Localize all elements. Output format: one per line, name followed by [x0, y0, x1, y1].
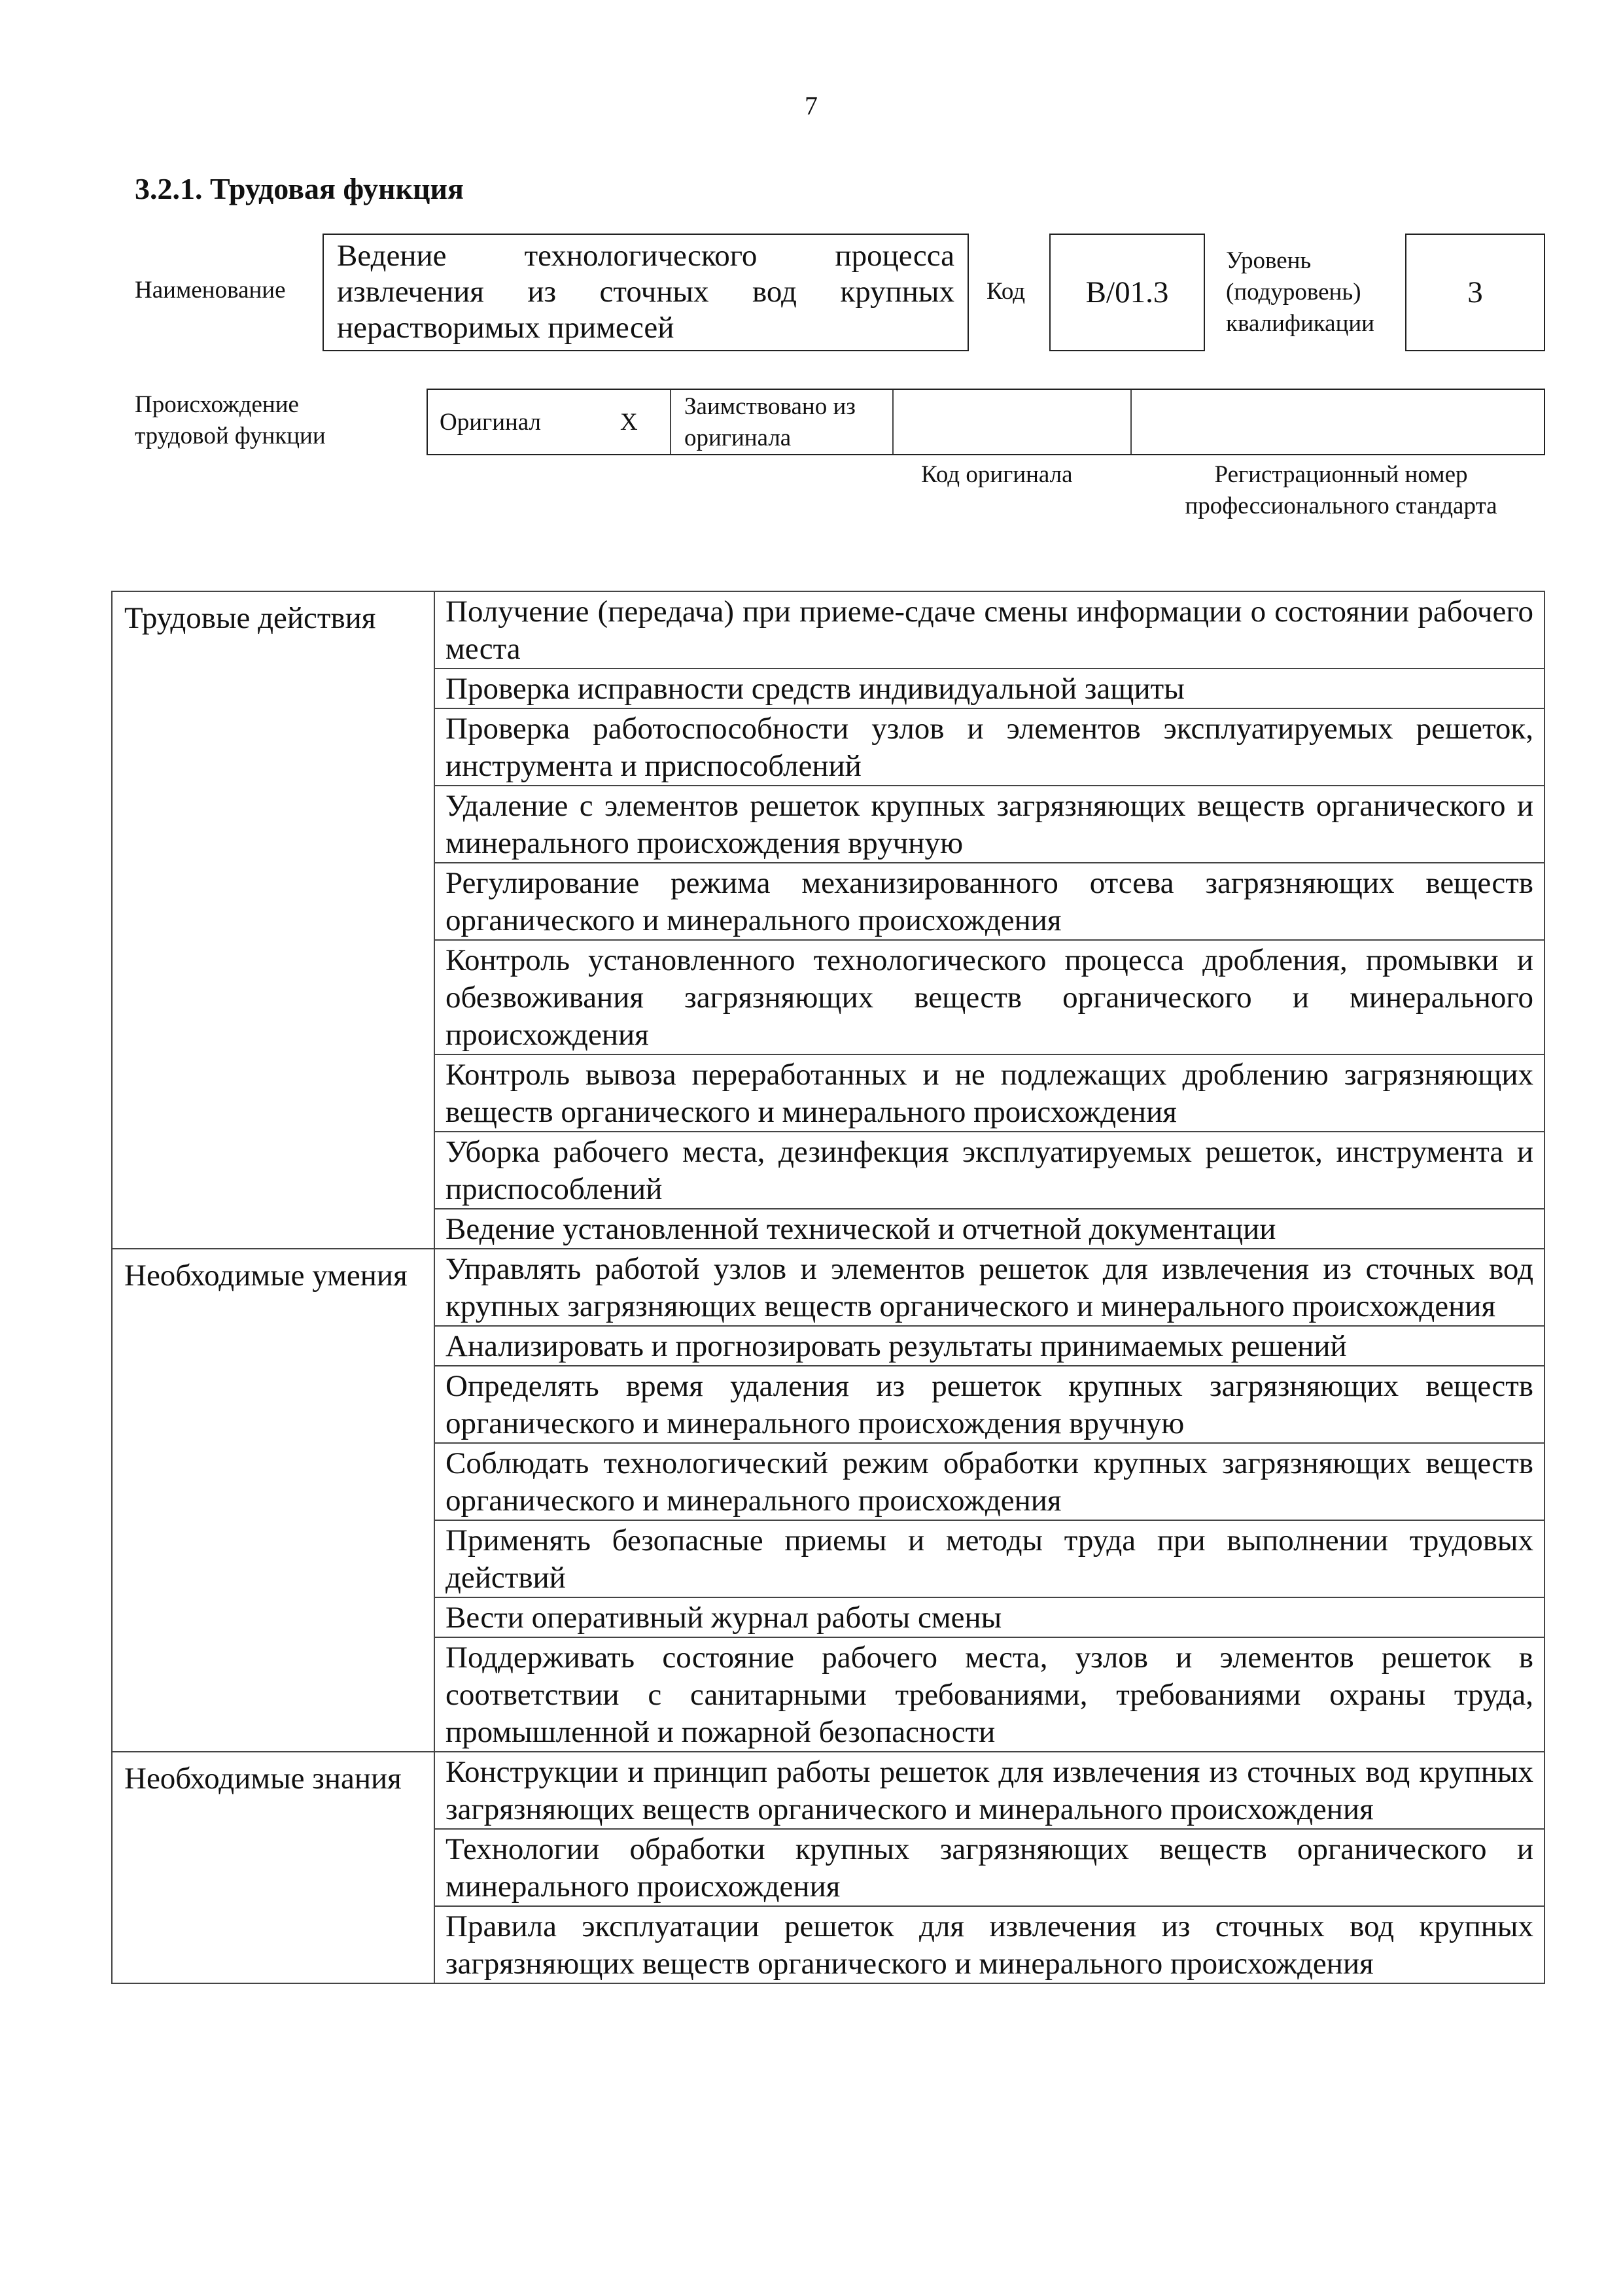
- table-cell: Правила эксплуатации решеток для извлечения из сточных вод крупных загрязняющих веществ органического и минерального происхождения: [434, 1906, 1544, 1983]
- table-cell: Соблюдать технологический режим обработки крупных загрязняющих веществ органического и минерального происхождения: [434, 1443, 1544, 1520]
- code-box: [1049, 234, 1205, 351]
- category-required-skills: Необходимые умения: [112, 1249, 434, 1752]
- table-cell: Получение (передача) при приеме-сдаче смены информации о состоянии рабочего места: [434, 591, 1544, 669]
- table-cell: Ведение установленной технической и отчетной документации: [434, 1209, 1544, 1249]
- category-required-knowledge: Необходимые знания: [112, 1752, 434, 1983]
- function-name-value: Ведение технологического процесса извлечения из сточных вод крупных нерастворимых примесей: [337, 239, 954, 345]
- table-cell: Регулирование режима механизированного отсева загрязняющих веществ органического и минерального происхождения: [434, 863, 1544, 940]
- table-cell: Определять время удаления из решеток крупных загрязняющих веществ органического и минерального происхождения вручную: [434, 1366, 1544, 1443]
- code-original-label: Код оригинала: [921, 461, 1073, 488]
- function-name-box: [323, 234, 969, 351]
- table-cell: Удаление с элементов решеток крупных загрязняющих веществ органического и минерального происхождения вручную: [434, 786, 1544, 863]
- origin-row: [427, 389, 1545, 455]
- borrowed-label: Заимствовано из оригинала: [684, 393, 856, 451]
- table-cell: Проверка работоспособности узлов и элементов эксплуатируемых решеток, инструмента и приспособлений: [434, 708, 1544, 786]
- table-row: [112, 591, 1544, 669]
- table-cell: Применять безопасные приемы и методы труда при выполнении трудовых действий: [434, 1520, 1544, 1597]
- level-value: 3: [1467, 275, 1483, 309]
- table-cell: Уборка рабочего места, дезинфекция эксплуатируемых решеток, инструмента и приспособлений: [434, 1132, 1544, 1209]
- original-mark: X: [620, 409, 638, 436]
- name-label: Наименование: [135, 277, 286, 304]
- table-cell: Вести оперативный журнал работы смены: [434, 1597, 1544, 1637]
- reg-number-label: Регистрационный номер профессионального стандарта: [1185, 461, 1497, 519]
- code-value: B/01.3: [1085, 275, 1169, 309]
- original-label: Оригинал: [440, 409, 542, 436]
- table-cell: Проверка исправности средств индивидуальной защиты: [434, 669, 1544, 708]
- table-cell: Управлять работой узлов и элементов решеток для извлечения из сточных вод крупных загрязняющих веществ органического и минерального происхождения: [434, 1249, 1544, 1326]
- level-box: [1405, 234, 1545, 351]
- table-cell: Поддерживать состояние рабочего места, узлов и элементов решеток в соответствии с санитарными требованиями, требованиями охраны труда, промышленной и пожарной безопасности: [434, 1637, 1544, 1752]
- page-number: 7: [805, 91, 818, 120]
- origin-label: Происхождение трудовой функции: [135, 391, 326, 449]
- level-label: Уровень (подуровень) квалификации: [1226, 247, 1374, 337]
- table-cell: Анализировать и прогнозировать результаты принимаемых решений: [434, 1326, 1544, 1366]
- table-cell: Технологии обработки крупных загрязняющих веществ органического и минерального происхождения: [434, 1829, 1544, 1906]
- code-label: Код: [986, 278, 1026, 305]
- table-row: [112, 1249, 1544, 1326]
- table-row: [112, 1752, 1544, 1829]
- labor-function-table: [111, 591, 1545, 1984]
- table-cell: Контроль установленного технологического процесса дробления, промывки и обезвоживания загрязняющих веществ органического и минерального происхождения: [434, 940, 1544, 1054]
- section-title: 3.2.1. Трудовая функция: [135, 172, 464, 205]
- table-cell: Конструкции и принцип работы решеток для извлечения из сточных вод крупных загрязняющих веществ органического и минерального происхождения: [434, 1752, 1544, 1829]
- category-labor-actions: Трудовые действия: [112, 591, 434, 1249]
- table-cell: Контроль вывоза переработанных и не подлежащих дроблению загрязняющих веществ органического и минерального происхождения: [434, 1054, 1544, 1132]
